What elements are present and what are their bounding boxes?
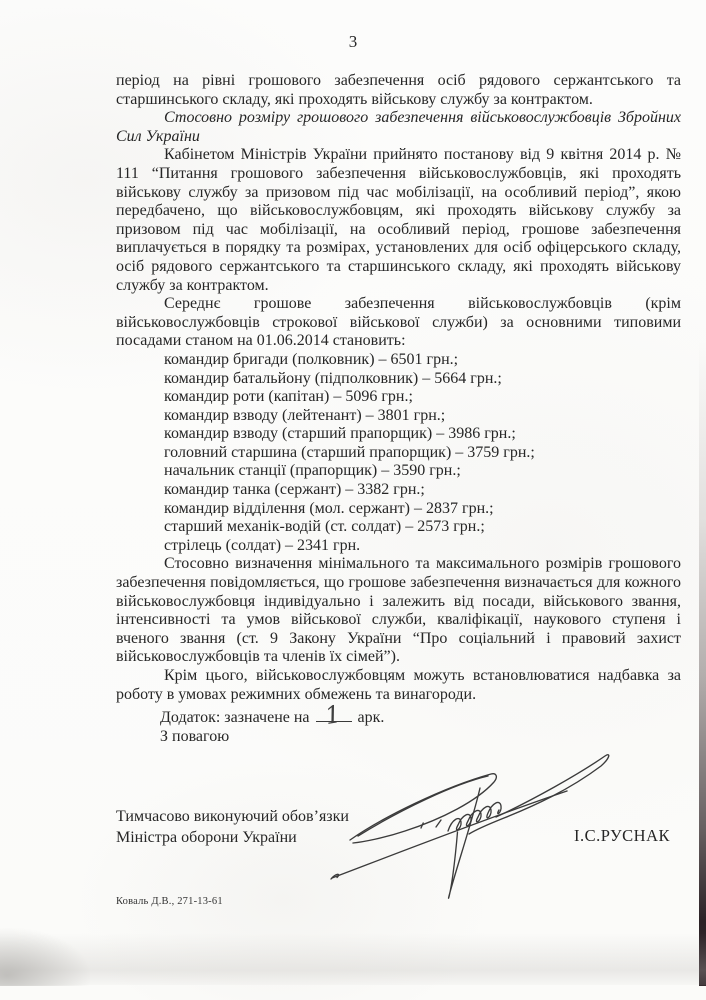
paragraph-min-max-pay: Стосовно визначення мінімального та максимального розмірів грошового забезпечення повідомляється, що грошове забезпечення визначається для кожного військовослужбовця індивідуально і залежить від посади, військового звання, інтенсивності та умов військової служби, кваліфікації, наукового ступеня і вченого звання (ст. 9 Закону України “Про соціальний і правовий захист військовослужбовців та членів їх сімей”). — [116, 555, 681, 666]
salary-item-platoon-commander-warrant: командир взводу (старший прапорщик) – 3986 грн.; — [164, 425, 516, 443]
salary-item-rifleman: стрілець (солдат) – 2341 грн. — [164, 536, 361, 554]
paragraph-allowances: Крім цього, військовослужбовцям можуть встановлюватися надбавка за роботу в умовах режимних обмежень та винагороди. — [116, 667, 681, 703]
salary-item-chief-sergeant: головний старшина (старший прапорщик) – 3759 грн.; — [164, 443, 535, 461]
salary-item-tank-commander: командир танка (сержант) – 3382 грн.; — [164, 481, 425, 499]
salary-item-station-chief: начальник станції (прапорщик) – 3590 грн.; — [164, 462, 461, 480]
salary-item-brigade-commander: командир бригади (полковник) – 6501 грн.; — [164, 350, 459, 368]
signer-name: І.С.РУСНАК — [573, 826, 670, 845]
salary-item-company-commander: командир роти (капітан) – 5096 грн.; — [164, 388, 413, 406]
handwritten-sheet-count: 1 — [324, 699, 340, 731]
attachment-sheets-blank — [316, 699, 352, 731]
page-number: 3 — [348, 32, 358, 51]
signer-title — [116, 806, 349, 848]
salary-list — [116, 351, 681, 556]
attachment-prefix: Додаток: зазначене на — [160, 709, 310, 727]
signer-title-line1: Тимчасово виконуючий обов’язки — [116, 808, 349, 825]
salary-item-senior-driver-mechanic: старший механік-водій (ст. солдат) – 2573 грн.; — [164, 518, 485, 536]
closing-salutation: З повагою — [160, 727, 230, 745]
scan-edge-artifact-right — [699, 340, 706, 986]
paragraph-average-pay-intro: Середнє грошове забезпечення військовослужбовців (крім військовослужбовців строкової військової служби) за основними типовими посадами станом на 01.06.2014 становить: — [116, 295, 681, 350]
salary-item-platoon-commander-lieutenant: командир взводу (лейтенант) – 3801 грн.; — [164, 406, 446, 424]
scan-shadow-bottom — [0, 933, 706, 985]
attachment-line — [116, 699, 681, 731]
executor-note: Коваль Д.В., 271-13-61 — [116, 896, 223, 907]
salary-item-squad-commander: командир відділення (мол. сержант) – 2837 грн.; — [164, 499, 494, 517]
paragraph-subject-italic: Стосовно розміру грошового забезпечення військовослужбовців Збройних Сил України — [116, 109, 681, 145]
paragraph-continuation: період на рівні грошового забезпечення осіб рядового сержантського та старшинського складу, які проходять військову службу за контрактом. — [116, 72, 681, 108]
attachment-suffix: арк. — [357, 709, 385, 727]
scan-smudge-bottom-left — [0, 928, 90, 986]
signer-title-line2: Міністра оборони України — [116, 829, 297, 846]
paragraph-cabinet-resolution: Кабінетом Міністрів України прийнято постанову від 9 квітня 2014 р. № 111 “Питання грошового забезпечення військовослужбовців, які проходять військову службу за призовом під час мобілізації, на особливий період”, якою передбачено, що військовослужбовцям, які проходять військову службу за призовом під час мобілізації, на особливий період, грошове забезпечення виплачується в порядку та розмірах, установлених для осіб офіцерського складу, осіб рядового сержантського та старшинського складу, які проходять військову службу за контрактом. — [116, 146, 681, 294]
letter-body — [116, 72, 681, 746]
salary-item-battalion-commander: командир батальйону (підполковник) – 5664 грн.; — [164, 369, 502, 387]
